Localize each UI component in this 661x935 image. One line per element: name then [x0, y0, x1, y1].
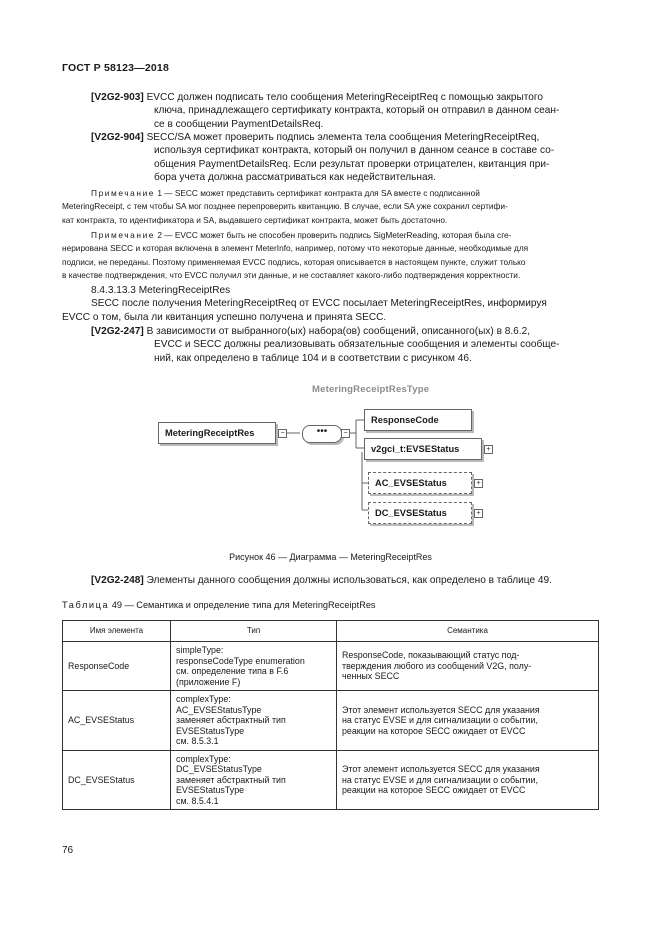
table-row	[63, 750, 599, 810]
requirement-904: [V2G2-904] SECC/SA может проверить подпись элемента тела сообщения MeteringReceiptReq, используя сертификат контракта, который он получил в данном сеансе в составе со- общения PaymentDetailsReq. Если результат проверки отрицателен, квитанция при- бора учета должна рассматриваться как недействительная.	[91, 132, 555, 184]
requirement-tag: [V2G2-247]	[91, 326, 144, 337]
note-2: Примечание 2 — EVCC может быть не способен проверить подпись SigMeterReading, которая была сге- нерирована SECC и которая включена в элемент MeterInfo, например, потому что некоторые данные, необходимые для подписи, не переданы. Поэтому применяемая EVCC подпись, которая описывается в настоящем пункте, служит только в качестве подтверждения, что EVCC получил эти данные, и не составляет какого-либо подтверждения корректности.	[62, 230, 529, 281]
root-element-box: MeteringReceiptRes	[158, 422, 276, 444]
requirement-903: [V2G2-903] EVCC должен подписать тело сообщения MeteringReceiptReq с помощью закрытого ключа, принадлежащего сертификату контракта, который он отправил в данном сеан- се в сообщении PaymentDetailsReq.	[91, 92, 560, 130]
sequence-compositor-icon: •••	[302, 425, 342, 443]
semantics-cell: Этот элемент используется SECC для указания на статус EVSE и для сигнализации о событии, реакции на которое SECC ожидает от EVCC	[337, 691, 599, 751]
table-title: Таблица 49 — Семантика и определение типа для MeteringReceiptRes	[62, 600, 376, 610]
ac-evse-status-box: AC_EVSEStatus	[368, 472, 472, 494]
root-collapse-icon: −	[278, 429, 287, 438]
column-header: Имя элемента	[63, 621, 171, 642]
diagram-type-name: MeteringReceiptResType	[312, 384, 430, 395]
page-number: 76	[62, 845, 74, 856]
type-cell: complexType: AC_EVSEStatusType заменяет абстрактный тип EVSEStatusType см. 8.5.3.1	[171, 691, 337, 751]
semantics-cell: Этот элемент используется SECC для указания на статус EVSE и для сигнализации о событии, реакции на которое SECC ожидает от EVCC	[337, 750, 599, 810]
figure-caption: Рисунок 46 — Диаграмма — MeteringReceiptRes	[229, 552, 432, 562]
requirement-247: [V2G2-247] В зависимости от выбранного(ых) набора(ов) сообщений, описанного(ых) в 8.6.2, EVCC и SECC должны реализовывать обязательные сообщения и элементы сообще- ний, как определено в таблице 104 и в соответствии с рисунком 46.	[91, 326, 560, 364]
schema-diagram	[150, 380, 510, 530]
requirement-tag: [V2G2-904]	[91, 132, 144, 143]
response-code-box: ResponseCode	[364, 409, 472, 431]
element-name-cell: DC_EVSEStatus	[63, 750, 171, 810]
semantics-table	[62, 620, 599, 810]
note-label: Примечание	[91, 230, 156, 240]
note-1: Примечание 1 — SECC может представить сертификат контракта для SA вместе с подписанной MeteringReceipt, с тем чтобы SA мог позднее перепроверить квитанцию. В случае, если SA уже сохранил сертифи- кат контракта, то идентификатора и SA, выдавшего сертификат контракта, может быть достаточно.	[62, 188, 508, 225]
element-name-cell: ResponseCode	[63, 642, 171, 691]
requirement-248: [V2G2-248] Элементы данного сообщения должны использоваться, как определено в таблице 49.	[91, 575, 552, 586]
note-label: Примечание	[91, 188, 156, 198]
ac-evse-status-expand-icon: +	[474, 479, 483, 488]
table-row	[63, 642, 599, 691]
column-header: Тип	[171, 621, 337, 642]
requirement-tag: [V2G2-248]	[91, 575, 144, 586]
column-header: Семантика	[337, 621, 599, 642]
type-cell: simpleType: responseCodeType enumeration см. определение типа в F.6 (приложение F)	[171, 642, 337, 691]
sequence-collapse-icon: −	[341, 429, 350, 438]
table-row	[63, 691, 599, 751]
evse-status-box: v2gci_t:EVSEStatus	[364, 438, 482, 460]
requirement-tag: [V2G2-903]	[91, 92, 144, 103]
section-heading: 8.4.3.13.3 MeteringReceiptRes	[91, 285, 231, 296]
type-cell: complexType: DC_EVSEStatusType заменяет абстрактный тип EVSEStatusType см. 8.5.4.1	[171, 750, 337, 810]
table-header-row	[63, 621, 599, 642]
document-header: ГОСТ Р 58123—2018	[62, 62, 170, 74]
section-8-4-3-13-3: 8.4.3.13.3 MeteringReceiptRes SECC после получения MeteringReceiptReq от EVCC посылает MeteringReceiptRes, информируя EVCC о том, была ли квитанция успешно получена и принята SECC.	[62, 284, 599, 324]
semantics-cell: ResponseCode, показывающий статус под- тверждения любого из сообщений V2G, полу- ченных SECC	[337, 642, 599, 691]
evse-status-expand-icon: +	[484, 445, 493, 454]
dc-evse-status-box: DC_EVSEStatus	[368, 502, 472, 524]
element-name-cell: AC_EVSEStatus	[63, 691, 171, 751]
dc-evse-status-expand-icon: +	[474, 509, 483, 518]
